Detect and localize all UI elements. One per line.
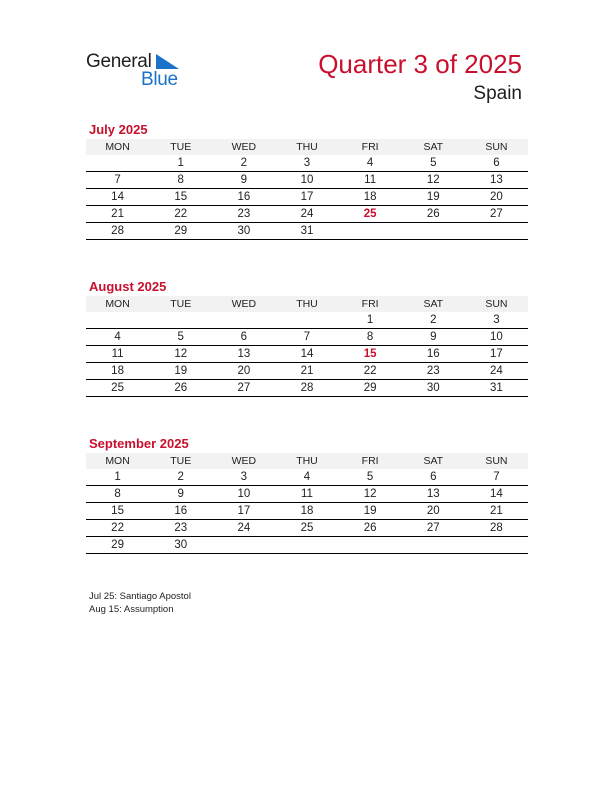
weekday-header-row [86, 453, 528, 469]
day-cell: 7 [86, 172, 149, 189]
day-cell: 31 [275, 223, 338, 240]
day-cell: 9 [212, 172, 275, 189]
day-cell: 10 [465, 329, 528, 346]
week-row [86, 486, 528, 503]
month-title: July 2025 [89, 122, 148, 137]
week-row [86, 520, 528, 537]
calendar-body [86, 469, 528, 554]
day-cell: 26 [339, 520, 402, 537]
weekday-label: FRI [339, 453, 402, 469]
weekday-label: SAT [402, 139, 465, 155]
weekday-label: TUE [149, 453, 212, 469]
day-cell: 24 [275, 206, 338, 223]
day-cell: 25 [339, 206, 402, 223]
day-cell: 27 [465, 206, 528, 223]
day-cell [339, 223, 402, 240]
day-cell: 22 [339, 363, 402, 380]
day-cell: 30 [212, 223, 275, 240]
day-cell: 26 [149, 380, 212, 397]
month-title: August 2025 [89, 279, 167, 294]
day-cell: 8 [339, 329, 402, 346]
day-cell: 20 [465, 189, 528, 206]
day-cell [149, 312, 212, 329]
week-row [86, 155, 528, 172]
weekday-label: TUE [149, 296, 212, 312]
weekday-label: MON [86, 139, 149, 155]
day-cell: 2 [149, 469, 212, 486]
day-cell: 2 [212, 155, 275, 172]
day-cell: 15 [339, 346, 402, 363]
day-cell: 19 [402, 189, 465, 206]
day-cell [402, 537, 465, 554]
day-cell: 17 [465, 346, 528, 363]
day-cell: 19 [149, 363, 212, 380]
day-cell: 15 [86, 503, 149, 520]
day-cell: 3 [465, 312, 528, 329]
weekday-label: SUN [465, 296, 528, 312]
day-cell [212, 537, 275, 554]
weekday-label: THU [275, 139, 338, 155]
day-cell: 18 [86, 363, 149, 380]
month-block-september [86, 436, 528, 554]
day-cell: 14 [86, 189, 149, 206]
day-cell: 12 [149, 346, 212, 363]
week-row [86, 346, 528, 363]
week-row [86, 329, 528, 346]
week-row [86, 537, 528, 554]
week-row [86, 363, 528, 380]
day-cell: 25 [275, 520, 338, 537]
day-cell: 11 [86, 346, 149, 363]
day-cell: 13 [465, 172, 528, 189]
week-row [86, 380, 528, 397]
day-cell: 28 [275, 380, 338, 397]
day-cell: 18 [339, 189, 402, 206]
day-cell: 14 [275, 346, 338, 363]
day-cell [465, 537, 528, 554]
day-cell: 2 [402, 312, 465, 329]
holiday-note: Jul 25: Santiago Apostol [89, 591, 191, 602]
weekday-label: TUE [149, 139, 212, 155]
weekday-label: SAT [402, 296, 465, 312]
calendar-body [86, 155, 528, 240]
day-cell: 12 [402, 172, 465, 189]
day-cell: 29 [149, 223, 212, 240]
logo-flag-icon [156, 54, 180, 70]
day-cell: 5 [149, 329, 212, 346]
day-cell: 17 [275, 189, 338, 206]
day-cell: 8 [86, 486, 149, 503]
day-cell: 11 [339, 172, 402, 189]
day-cell: 1 [339, 312, 402, 329]
day-cell: 25 [86, 380, 149, 397]
holiday-notes [89, 590, 191, 616]
weekday-label: MON [86, 453, 149, 469]
weekday-header-row [86, 296, 528, 312]
weekday-label: WED [212, 139, 275, 155]
day-cell: 31 [465, 380, 528, 397]
day-cell: 7 [275, 329, 338, 346]
day-cell: 21 [86, 206, 149, 223]
week-row [86, 312, 528, 329]
day-cell: 3 [275, 155, 338, 172]
day-cell: 29 [339, 380, 402, 397]
month-title: September 2025 [89, 436, 189, 451]
page-title: Quarter 3 of 2025 [318, 49, 522, 79]
weekday-label: WED [212, 453, 275, 469]
weekday-label: SUN [465, 453, 528, 469]
day-cell: 4 [275, 469, 338, 486]
day-cell: 9 [402, 329, 465, 346]
day-cell: 16 [402, 346, 465, 363]
day-cell: 22 [86, 520, 149, 537]
day-cell: 24 [212, 520, 275, 537]
calendar-grid [86, 139, 528, 240]
logo-text-blue: Blue [141, 69, 178, 90]
day-cell: 8 [149, 172, 212, 189]
day-cell: 4 [86, 329, 149, 346]
day-cell: 26 [402, 206, 465, 223]
weekday-label: THU [275, 453, 338, 469]
day-cell: 28 [465, 520, 528, 537]
day-cell: 27 [212, 380, 275, 397]
day-cell: 29 [86, 537, 149, 554]
day-cell: 6 [465, 155, 528, 172]
day-cell: 6 [402, 469, 465, 486]
day-cell: 12 [339, 486, 402, 503]
day-cell: 21 [275, 363, 338, 380]
month-block-july [86, 122, 528, 240]
day-cell: 30 [402, 380, 465, 397]
day-cell: 20 [402, 503, 465, 520]
day-cell: 16 [212, 189, 275, 206]
week-row [86, 223, 528, 240]
day-cell: 20 [212, 363, 275, 380]
month-block-august [86, 279, 528, 397]
calendar-grid [86, 296, 528, 397]
calendar-grid [86, 453, 528, 554]
day-cell: 23 [149, 520, 212, 537]
day-cell: 9 [149, 486, 212, 503]
logo-text-general: General [86, 51, 152, 72]
day-cell: 18 [275, 503, 338, 520]
week-row [86, 503, 528, 520]
week-row [86, 172, 528, 189]
weekday-label: SAT [402, 453, 465, 469]
weekday-label: THU [275, 296, 338, 312]
day-cell: 22 [149, 206, 212, 223]
day-cell [212, 312, 275, 329]
day-cell [402, 223, 465, 240]
weekday-label: MON [86, 296, 149, 312]
day-cell: 27 [402, 520, 465, 537]
day-cell: 14 [465, 486, 528, 503]
weekday-label: SUN [465, 139, 528, 155]
weekday-label: FRI [339, 296, 402, 312]
day-cell: 28 [86, 223, 149, 240]
day-cell: 15 [149, 189, 212, 206]
day-cell [465, 223, 528, 240]
day-cell: 5 [402, 155, 465, 172]
day-cell: 10 [275, 172, 338, 189]
day-cell: 4 [339, 155, 402, 172]
day-cell: 13 [212, 346, 275, 363]
day-cell: 16 [149, 503, 212, 520]
weekday-header-row [86, 139, 528, 155]
day-cell: 11 [275, 486, 338, 503]
weekday-label: WED [212, 296, 275, 312]
generalblue-logo [86, 51, 196, 91]
day-cell: 19 [339, 503, 402, 520]
day-cell: 13 [402, 486, 465, 503]
week-row [86, 189, 528, 206]
day-cell: 10 [212, 486, 275, 503]
day-cell: 24 [465, 363, 528, 380]
week-row [86, 469, 528, 486]
day-cell [275, 537, 338, 554]
week-row [86, 206, 528, 223]
weekday-label: FRI [339, 139, 402, 155]
day-cell: 7 [465, 469, 528, 486]
day-cell: 23 [402, 363, 465, 380]
day-cell: 1 [86, 469, 149, 486]
day-cell [339, 537, 402, 554]
calendar-body [86, 312, 528, 397]
holiday-note: Aug 15: Assumption [89, 604, 174, 615]
day-cell [86, 312, 149, 329]
day-cell: 3 [212, 469, 275, 486]
day-cell: 6 [212, 329, 275, 346]
day-cell: 23 [212, 206, 275, 223]
day-cell: 5 [339, 469, 402, 486]
day-cell: 1 [149, 155, 212, 172]
country-name: Spain [473, 83, 522, 104]
day-cell [86, 155, 149, 172]
day-cell: 17 [212, 503, 275, 520]
day-cell: 21 [465, 503, 528, 520]
day-cell: 30 [149, 537, 212, 554]
day-cell [275, 312, 338, 329]
